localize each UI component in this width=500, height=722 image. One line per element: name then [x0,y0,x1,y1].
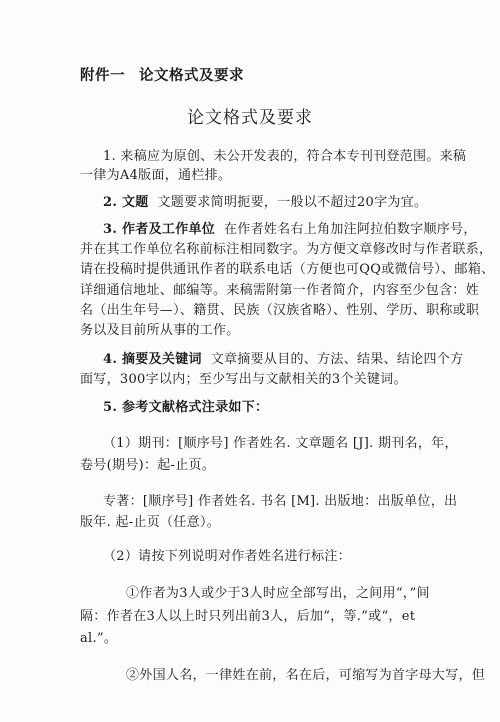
author-rule-1-line-2: 隔：作者在3人以上时只列出前3人，后加“，等.”或“，et [80,609,416,624]
s4-first-text: 文章摘要从目的、方法、结果、结论四个方 [210,352,464,367]
s1-line-2: 一律为A4版面，通栏排。 [80,168,232,183]
s4-heading: 4. 摘要及关键词 [103,352,202,367]
author-rule-1-line-3: al.”。 [80,631,118,646]
s2-text: 文题要求简明扼要，一般以不超过20字为宜。 [157,195,428,210]
s3-line-1 [103,222,477,238]
s3-first-text: 在作者姓名右上角加注阿拉伯数字顺序号， [223,222,477,237]
s4-line-1 [103,352,463,368]
author-rule-1-line-1: ①作者为3人或少于3人时应全部写出，之间用“，”间 [126,586,430,601]
s2-heading: 2. 文题 [103,195,149,210]
journal-format-line-1: （1）期刊：[顺序号] 作者姓名. 文章题名 [J]. 期刊名，年， [103,436,458,451]
s3-line-4: 详细通信地址、邮编等。来稿需附第一作者简介，内容至少包含：姓 [80,283,480,298]
s3-line-6: 务以及目前所从事的工作。 [80,323,240,338]
s3-heading: 3. 作者及工作单位 [103,222,216,237]
s1-line-1: 1. 来稿应为原创、未公开发表的，符合本专刊刊登范围。来稿 [103,149,467,164]
s3-line-3: 请在投稿时提供通讯作者的联系电话（方便也可QQ或微信号）、邮箱、 [80,262,495,277]
book-format-line-1: 专著：[顺序号] 作者姓名. 书名 [M]. 出版地：出版单位，出 [103,494,458,509]
attachment-header [80,64,244,85]
journal-format-line-2: 卷号(期号)：起-止页。 [80,458,216,473]
s3-line-2: 并在其工作单位名称前标注相同数字。为方便文章修改时与作者联系， [80,242,493,257]
author-rule-intro: （2）请按下列说明对作者姓名进行标注： [103,549,351,564]
s4-line-2: 面写，300字以内；至少写出与文献相关的3个关键词。 [80,372,407,387]
document-title: 论文格式及要求 [187,108,313,128]
book-format-line-2: 版年. 起-止页（任意）。 [80,515,221,530]
author-rule-2-line-1: ②外国人名，一律姓在前，名在后，可缩写为首字母大写，但 [126,668,486,683]
s2-paragraph [103,195,427,211]
s5-heading: 5. 参考文献格式注录如下： [103,400,269,415]
attachment-title: 论文格式及要求 [139,67,244,84]
s3-line-5: 名（出生年号—）、籍贯、民族（汉族省略）、性别、学历、职称或职 [80,303,480,318]
attachment-label: 附件一 [80,67,125,84]
